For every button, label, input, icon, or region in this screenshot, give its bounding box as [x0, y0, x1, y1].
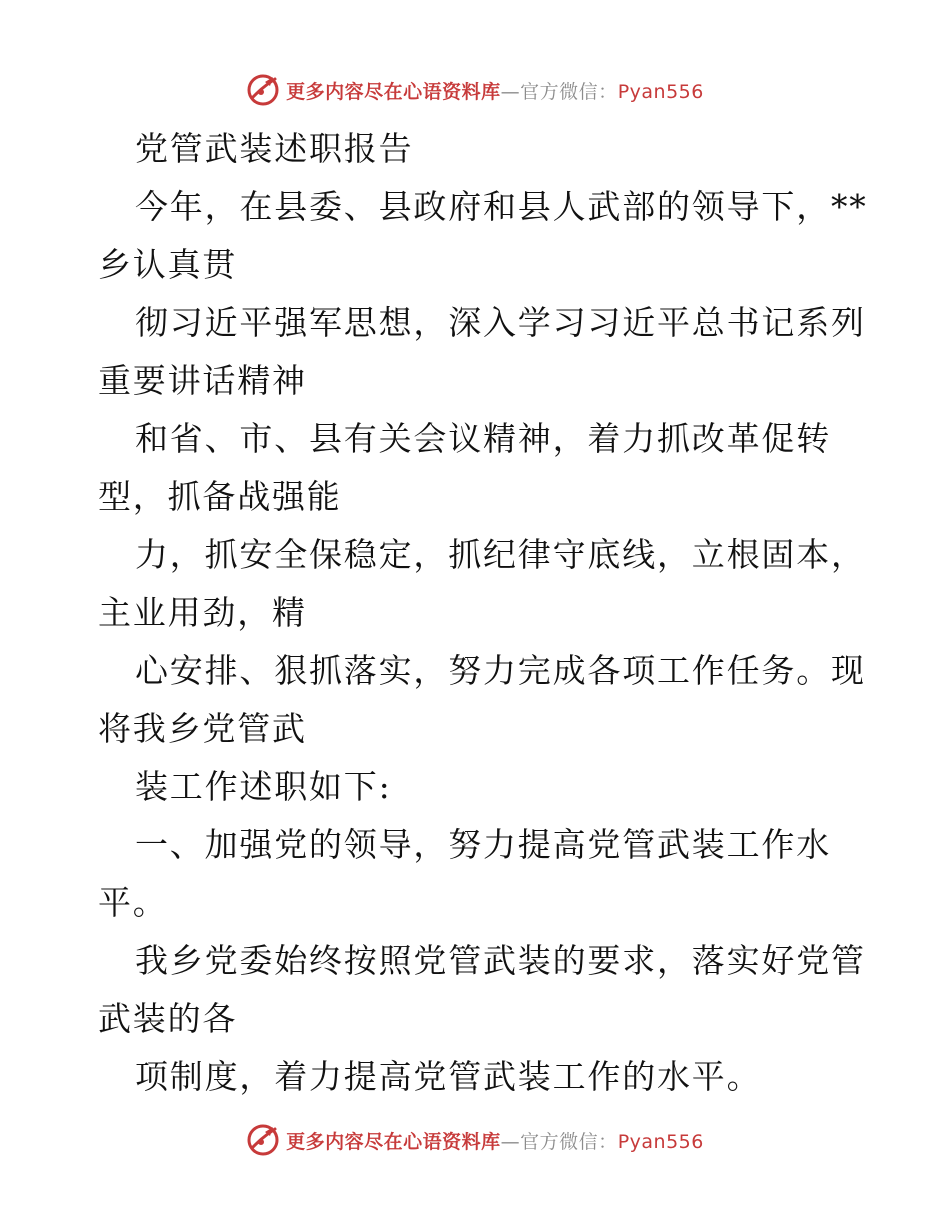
paragraph-line: 彻习近平强军思想，深入学习习近平总书记系列	[135, 303, 866, 342]
footer-banner-dash: —	[500, 1130, 521, 1153]
paragraph-line: 心安排、狠抓落实，努力完成各项工作任务。现	[135, 651, 866, 690]
pen-logo-icon	[246, 73, 280, 107]
header-wechat-id: Pyan556	[617, 80, 704, 103]
header-banner-text	[286, 77, 704, 104]
pen-logo-icon	[246, 1123, 280, 1157]
document-body	[98, 120, 868, 1106]
paragraph-line: 乡认真贯	[98, 245, 238, 284]
paragraph-line: 将我乡党管武	[98, 709, 307, 748]
footer-banner-suffix: 官方微信：	[520, 1130, 618, 1153]
footer-banner-main: 更多内容尽在心语资料库	[286, 1130, 501, 1153]
paragraph-line: 和省、市、县有关会议精神，着力抓改革促转	[135, 419, 831, 458]
paragraph-line: 力，抓安全保稳定，抓纪律守底线，立根固本，	[135, 535, 866, 574]
paragraph-line: 今年，在县委、县政府和县人武部的领导下，**	[135, 187, 868, 226]
document-title: 党管武装述职报告	[135, 129, 414, 168]
header-banner-main: 更多内容尽在心语资料库	[286, 80, 501, 103]
header-banner-dash: —	[500, 80, 521, 103]
paragraph-line: 项制度，着力提高党管武装工作的水平。	[135, 1057, 762, 1096]
paragraph-line: 武装的各	[98, 999, 238, 1038]
paragraph-line: 装工作述职如下:	[135, 767, 392, 806]
footer-wechat-id: Pyan556	[617, 1130, 704, 1153]
footer-banner-text	[286, 1127, 704, 1154]
paragraph-line: 重要讲话精神	[98, 361, 307, 400]
paragraph-line: 型，抓备战强能	[98, 477, 342, 516]
header-banner-suffix: 官方微信：	[520, 80, 618, 103]
paragraph-line: 我乡党委始终按照党管武装的要求，落实好党管	[135, 941, 866, 980]
paragraph-line: 主业用劲，精	[98, 593, 307, 632]
footer-banner	[0, 1120, 950, 1160]
header-banner	[0, 70, 950, 110]
section-heading-1: 一、加强党的领导，努力提高党管武装工作水	[135, 825, 831, 864]
section-heading-1-cont: 平。	[98, 883, 168, 922]
